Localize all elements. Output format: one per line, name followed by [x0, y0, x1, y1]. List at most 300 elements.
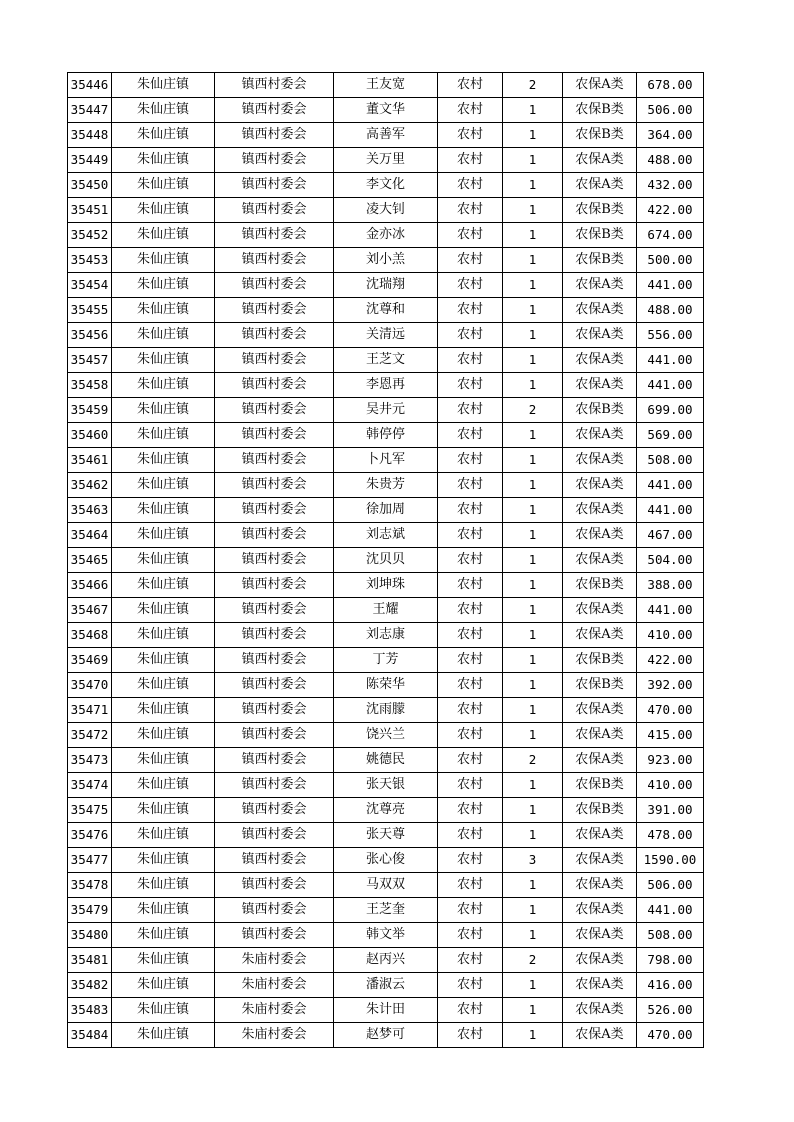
village-committee-cell: 镇西村委会	[215, 273, 334, 298]
village-committee-cell: 镇西村委会	[215, 248, 334, 273]
person-name-cell: 王友宽	[334, 73, 438, 98]
town-cell: 朱仙庄镇	[112, 248, 215, 273]
record-id-cell: 35475	[68, 798, 112, 823]
amount-cell: 422.00	[637, 648, 704, 673]
person-name-cell: 饶兴兰	[334, 723, 438, 748]
record-id-cell: 35470	[68, 673, 112, 698]
insurance-category-cell: 农保A类	[563, 448, 637, 473]
town-cell: 朱仙庄镇	[112, 673, 215, 698]
area-type-cell: 农村	[438, 973, 503, 998]
amount-cell: 415.00	[637, 723, 704, 748]
village-committee-cell: 镇西村委会	[215, 448, 334, 473]
table-row	[68, 198, 704, 223]
table-row	[68, 548, 704, 573]
person-name-cell: 丁芳	[334, 648, 438, 673]
town-cell: 朱仙庄镇	[112, 773, 215, 798]
household-count-cell: 1	[503, 623, 563, 648]
table-row	[68, 148, 704, 173]
insurance-category-cell: 农保B类	[563, 573, 637, 598]
record-id-cell: 35471	[68, 698, 112, 723]
amount-cell: 556.00	[637, 323, 704, 348]
village-committee-cell: 镇西村委会	[215, 648, 334, 673]
table-row	[68, 98, 704, 123]
town-cell: 朱仙庄镇	[112, 398, 215, 423]
area-type-cell: 农村	[438, 798, 503, 823]
insurance-category-cell: 农保A类	[563, 348, 637, 373]
village-committee-cell: 镇西村委会	[215, 823, 334, 848]
village-committee-cell: 镇西村委会	[215, 698, 334, 723]
amount-cell: 470.00	[637, 1023, 704, 1048]
record-id-cell: 35462	[68, 473, 112, 498]
village-committee-cell: 镇西村委会	[215, 848, 334, 873]
village-committee-cell: 镇西村委会	[215, 623, 334, 648]
person-name-cell: 李恩再	[334, 373, 438, 398]
household-count-cell: 1	[503, 648, 563, 673]
amount-cell: 441.00	[637, 373, 704, 398]
person-name-cell: 刘志斌	[334, 523, 438, 548]
insurance-category-cell: 农保A类	[563, 823, 637, 848]
insurance-category-cell: 农保A类	[563, 273, 637, 298]
town-cell: 朱仙庄镇	[112, 848, 215, 873]
insurance-category-cell: 农保B类	[563, 798, 637, 823]
town-cell: 朱仙庄镇	[112, 723, 215, 748]
insurance-category-cell: 农保A类	[563, 598, 637, 623]
amount-cell: 441.00	[637, 473, 704, 498]
person-name-cell: 徐加周	[334, 498, 438, 523]
village-committee-cell: 镇西村委会	[215, 798, 334, 823]
insurance-category-cell: 农保A类	[563, 373, 637, 398]
table-row	[68, 898, 704, 923]
table-row	[68, 798, 704, 823]
household-count-cell: 1	[503, 148, 563, 173]
town-cell: 朱仙庄镇	[112, 748, 215, 773]
table-row	[68, 673, 704, 698]
record-id-cell: 35449	[68, 148, 112, 173]
area-type-cell: 农村	[438, 948, 503, 973]
town-cell: 朱仙庄镇	[112, 348, 215, 373]
insurance-category-cell: 农保A类	[563, 73, 637, 98]
village-committee-cell: 镇西村委会	[215, 148, 334, 173]
amount-cell: 500.00	[637, 248, 704, 273]
household-count-cell: 1	[503, 573, 563, 598]
area-type-cell: 农村	[438, 748, 503, 773]
record-id-cell: 35447	[68, 98, 112, 123]
insurance-category-cell: 农保B类	[563, 198, 637, 223]
insurance-category-cell: 农保A类	[563, 548, 637, 573]
table-row	[68, 948, 704, 973]
town-cell: 朱仙庄镇	[112, 98, 215, 123]
household-count-cell: 1	[503, 248, 563, 273]
household-count-cell: 1	[503, 873, 563, 898]
insurance-category-cell: 农保B类	[563, 223, 637, 248]
record-id-cell: 35450	[68, 173, 112, 198]
insurance-category-cell: 农保A类	[563, 723, 637, 748]
person-name-cell: 刘坤珠	[334, 573, 438, 598]
town-cell: 朱仙庄镇	[112, 423, 215, 448]
area-type-cell: 农村	[438, 473, 503, 498]
area-type-cell: 农村	[438, 223, 503, 248]
insurance-category-cell: 农保A类	[563, 173, 637, 198]
amount-cell: 508.00	[637, 923, 704, 948]
insurance-category-cell: 农保A类	[563, 748, 637, 773]
household-count-cell: 1	[503, 823, 563, 848]
table-row	[68, 773, 704, 798]
area-type-cell: 农村	[438, 823, 503, 848]
household-count-cell: 1	[503, 423, 563, 448]
person-name-cell: 沈尊亮	[334, 798, 438, 823]
person-name-cell: 卜凡军	[334, 448, 438, 473]
insurance-category-cell: 农保A类	[563, 923, 637, 948]
amount-cell: 422.00	[637, 198, 704, 223]
record-id-cell: 35463	[68, 498, 112, 523]
person-name-cell: 金亦冰	[334, 223, 438, 248]
amount-cell: 441.00	[637, 598, 704, 623]
insurance-category-cell: 农保A类	[563, 848, 637, 873]
town-cell: 朱仙庄镇	[112, 298, 215, 323]
table-row	[68, 123, 704, 148]
area-type-cell: 农村	[438, 298, 503, 323]
table-row	[68, 348, 704, 373]
table-row	[68, 923, 704, 948]
village-committee-cell: 镇西村委会	[215, 373, 334, 398]
record-id-cell: 35472	[68, 723, 112, 748]
table-row	[68, 398, 704, 423]
table-row	[68, 823, 704, 848]
household-count-cell: 1	[503, 98, 563, 123]
village-committee-cell: 镇西村委会	[215, 123, 334, 148]
table-row	[68, 873, 704, 898]
table-row	[68, 423, 704, 448]
amount-cell: 569.00	[637, 423, 704, 448]
table-row	[68, 723, 704, 748]
town-cell: 朱仙庄镇	[112, 273, 215, 298]
town-cell: 朱仙庄镇	[112, 523, 215, 548]
person-name-cell: 关万里	[334, 148, 438, 173]
table-row	[68, 473, 704, 498]
table-row	[68, 498, 704, 523]
person-name-cell: 刘小羔	[334, 248, 438, 273]
area-type-cell: 农村	[438, 998, 503, 1023]
amount-cell: 432.00	[637, 173, 704, 198]
person-name-cell: 关清远	[334, 323, 438, 348]
insurance-category-cell: 农保A类	[563, 498, 637, 523]
insurance-category-cell: 农保B类	[563, 123, 637, 148]
area-type-cell: 农村	[438, 673, 503, 698]
insurance-category-cell: 农保A类	[563, 323, 637, 348]
town-cell: 朱仙庄镇	[112, 948, 215, 973]
amount-cell: 699.00	[637, 398, 704, 423]
amount-cell: 506.00	[637, 98, 704, 123]
record-id-cell: 35479	[68, 898, 112, 923]
insurance-category-cell: 农保A类	[563, 148, 637, 173]
person-name-cell: 高善军	[334, 123, 438, 148]
insurance-category-cell: 农保A类	[563, 873, 637, 898]
table-row	[68, 323, 704, 348]
town-cell: 朱仙庄镇	[112, 698, 215, 723]
village-committee-cell: 镇西村委会	[215, 773, 334, 798]
area-type-cell: 农村	[438, 423, 503, 448]
record-id-cell: 35451	[68, 198, 112, 223]
record-id-cell: 35477	[68, 848, 112, 873]
person-name-cell: 朱贵芳	[334, 473, 438, 498]
area-type-cell: 农村	[438, 698, 503, 723]
amount-cell: 488.00	[637, 148, 704, 173]
table-row	[68, 573, 704, 598]
area-type-cell: 农村	[438, 273, 503, 298]
area-type-cell: 农村	[438, 573, 503, 598]
town-cell: 朱仙庄镇	[112, 798, 215, 823]
town-cell: 朱仙庄镇	[112, 323, 215, 348]
household-count-cell: 2	[503, 73, 563, 98]
person-name-cell: 李文化	[334, 173, 438, 198]
area-type-cell: 农村	[438, 323, 503, 348]
table-row	[68, 373, 704, 398]
town-cell: 朱仙庄镇	[112, 1023, 215, 1048]
person-name-cell: 潘淑云	[334, 973, 438, 998]
town-cell: 朱仙庄镇	[112, 873, 215, 898]
household-count-cell: 2	[503, 748, 563, 773]
village-committee-cell: 镇西村委会	[215, 723, 334, 748]
table-row	[68, 998, 704, 1023]
table-row	[68, 973, 704, 998]
amount-cell: 1590.00	[637, 848, 704, 873]
household-count-cell: 1	[503, 1023, 563, 1048]
area-type-cell: 农村	[438, 348, 503, 373]
area-type-cell: 农村	[438, 1023, 503, 1048]
person-name-cell: 沈瑞翔	[334, 273, 438, 298]
record-id-cell: 35455	[68, 298, 112, 323]
household-count-cell: 1	[503, 598, 563, 623]
record-id-cell: 35456	[68, 323, 112, 348]
area-type-cell: 农村	[438, 98, 503, 123]
amount-cell: 504.00	[637, 548, 704, 573]
record-id-cell: 35464	[68, 523, 112, 548]
area-type-cell: 农村	[438, 723, 503, 748]
insurance-category-cell: 农保A类	[563, 473, 637, 498]
person-name-cell: 张心俊	[334, 848, 438, 873]
household-count-cell: 1	[503, 773, 563, 798]
area-type-cell: 农村	[438, 373, 503, 398]
amount-cell: 441.00	[637, 348, 704, 373]
table-row	[68, 1023, 704, 1048]
household-count-cell: 1	[503, 723, 563, 748]
village-committee-cell: 镇西村委会	[215, 673, 334, 698]
area-type-cell: 农村	[438, 848, 503, 873]
area-type-cell: 农村	[438, 73, 503, 98]
record-id-cell: 35452	[68, 223, 112, 248]
household-count-cell: 1	[503, 923, 563, 948]
amount-cell: 798.00	[637, 948, 704, 973]
record-id-cell: 35457	[68, 348, 112, 373]
insurance-category-cell: 农保A类	[563, 1023, 637, 1048]
area-type-cell: 农村	[438, 398, 503, 423]
area-type-cell: 农村	[438, 923, 503, 948]
table-row	[68, 448, 704, 473]
town-cell: 朱仙庄镇	[112, 598, 215, 623]
person-name-cell: 姚德民	[334, 748, 438, 773]
table-row	[68, 748, 704, 773]
amount-cell: 467.00	[637, 523, 704, 548]
town-cell: 朱仙庄镇	[112, 198, 215, 223]
record-id-cell: 35478	[68, 873, 112, 898]
village-committee-cell: 朱庙村委会	[215, 998, 334, 1023]
record-id-cell: 35454	[68, 273, 112, 298]
insurance-category-cell: 农保A类	[563, 523, 637, 548]
table-row	[68, 173, 704, 198]
person-name-cell: 王芝奎	[334, 898, 438, 923]
data-table	[67, 72, 704, 1048]
person-name-cell: 张天尊	[334, 823, 438, 848]
person-name-cell: 董文华	[334, 98, 438, 123]
table-row	[68, 648, 704, 673]
household-count-cell: 1	[503, 373, 563, 398]
insurance-category-cell: 农保B类	[563, 673, 637, 698]
record-id-cell: 35476	[68, 823, 112, 848]
area-type-cell: 农村	[438, 773, 503, 798]
town-cell: 朱仙庄镇	[112, 898, 215, 923]
amount-cell: 508.00	[637, 448, 704, 473]
table-row	[68, 598, 704, 623]
amount-cell: 391.00	[637, 798, 704, 823]
town-cell: 朱仙庄镇	[112, 573, 215, 598]
area-type-cell: 农村	[438, 623, 503, 648]
person-name-cell: 刘志康	[334, 623, 438, 648]
record-id-cell: 35459	[68, 398, 112, 423]
record-id-cell: 35465	[68, 548, 112, 573]
town-cell: 朱仙庄镇	[112, 373, 215, 398]
record-id-cell: 35448	[68, 123, 112, 148]
table-row	[68, 273, 704, 298]
village-committee-cell: 朱庙村委会	[215, 948, 334, 973]
person-name-cell: 朱计田	[334, 998, 438, 1023]
town-cell: 朱仙庄镇	[112, 923, 215, 948]
household-count-cell: 1	[503, 523, 563, 548]
household-count-cell: 2	[503, 948, 563, 973]
amount-cell: 416.00	[637, 973, 704, 998]
record-id-cell: 35453	[68, 248, 112, 273]
table-row	[68, 698, 704, 723]
insurance-category-cell: 农保A类	[563, 998, 637, 1023]
record-id-cell: 35482	[68, 973, 112, 998]
village-committee-cell: 朱庙村委会	[215, 1023, 334, 1048]
household-count-cell: 1	[503, 198, 563, 223]
amount-cell: 478.00	[637, 823, 704, 848]
person-name-cell: 沈尊和	[334, 298, 438, 323]
area-type-cell: 农村	[438, 173, 503, 198]
village-committee-cell: 镇西村委会	[215, 423, 334, 448]
person-name-cell: 吴井元	[334, 398, 438, 423]
village-committee-cell: 镇西村委会	[215, 98, 334, 123]
person-name-cell: 张天银	[334, 773, 438, 798]
person-name-cell: 马双双	[334, 873, 438, 898]
insurance-category-cell: 农保A类	[563, 298, 637, 323]
insurance-category-cell: 农保B类	[563, 98, 637, 123]
area-type-cell: 农村	[438, 123, 503, 148]
amount-cell: 441.00	[637, 498, 704, 523]
town-cell: 朱仙庄镇	[112, 973, 215, 998]
person-name-cell: 赵梦可	[334, 1023, 438, 1048]
table-row	[68, 523, 704, 548]
area-type-cell: 农村	[438, 148, 503, 173]
household-count-cell: 1	[503, 548, 563, 573]
household-count-cell: 1	[503, 898, 563, 923]
village-committee-cell: 镇西村委会	[215, 548, 334, 573]
record-id-cell: 35481	[68, 948, 112, 973]
area-type-cell: 农村	[438, 198, 503, 223]
table-row	[68, 623, 704, 648]
person-name-cell: 陈荣华	[334, 673, 438, 698]
amount-cell: 410.00	[637, 623, 704, 648]
household-count-cell: 1	[503, 673, 563, 698]
insurance-category-cell: 农保A类	[563, 423, 637, 448]
person-name-cell: 沈贝贝	[334, 548, 438, 573]
village-committee-cell: 镇西村委会	[215, 898, 334, 923]
person-name-cell: 赵丙兴	[334, 948, 438, 973]
village-committee-cell: 镇西村委会	[215, 498, 334, 523]
record-id-cell: 35461	[68, 448, 112, 473]
amount-cell: 923.00	[637, 748, 704, 773]
record-id-cell: 35473	[68, 748, 112, 773]
village-committee-cell: 镇西村委会	[215, 523, 334, 548]
insurance-category-cell: 农保A类	[563, 973, 637, 998]
household-count-cell: 1	[503, 323, 563, 348]
record-id-cell: 35480	[68, 923, 112, 948]
town-cell: 朱仙庄镇	[112, 173, 215, 198]
village-committee-cell: 朱庙村委会	[215, 973, 334, 998]
household-count-cell: 1	[503, 998, 563, 1023]
household-count-cell: 1	[503, 698, 563, 723]
insurance-category-cell: 农保A类	[563, 698, 637, 723]
household-count-cell: 1	[503, 273, 563, 298]
table-row	[68, 248, 704, 273]
amount-cell: 441.00	[637, 273, 704, 298]
household-count-cell: 3	[503, 848, 563, 873]
village-committee-cell: 镇西村委会	[215, 873, 334, 898]
record-id-cell: 35484	[68, 1023, 112, 1048]
village-committee-cell: 镇西村委会	[215, 923, 334, 948]
household-count-cell: 1	[503, 298, 563, 323]
village-committee-cell: 镇西村委会	[215, 298, 334, 323]
town-cell: 朱仙庄镇	[112, 623, 215, 648]
household-count-cell: 1	[503, 223, 563, 248]
village-committee-cell: 镇西村委会	[215, 598, 334, 623]
amount-cell: 678.00	[637, 73, 704, 98]
insurance-category-cell: 农保A类	[563, 898, 637, 923]
table-row	[68, 73, 704, 98]
village-committee-cell: 镇西村委会	[215, 748, 334, 773]
insurance-category-cell: 农保A类	[563, 948, 637, 973]
insurance-category-cell: 农保A类	[563, 623, 637, 648]
household-count-cell: 1	[503, 448, 563, 473]
village-committee-cell: 镇西村委会	[215, 73, 334, 98]
town-cell: 朱仙庄镇	[112, 498, 215, 523]
area-type-cell: 农村	[438, 498, 503, 523]
person-name-cell: 王耀	[334, 598, 438, 623]
insurance-category-cell: 农保B类	[563, 648, 637, 673]
amount-cell: 388.00	[637, 573, 704, 598]
area-type-cell: 农村	[438, 448, 503, 473]
household-count-cell: 1	[503, 348, 563, 373]
amount-cell: 506.00	[637, 873, 704, 898]
record-id-cell: 35458	[68, 373, 112, 398]
amount-cell: 392.00	[637, 673, 704, 698]
person-name-cell: 沈雨朦	[334, 698, 438, 723]
record-id-cell: 35466	[68, 573, 112, 598]
record-id-cell: 35468	[68, 623, 112, 648]
household-count-cell: 1	[503, 973, 563, 998]
record-id-cell: 35446	[68, 73, 112, 98]
household-count-cell: 2	[503, 398, 563, 423]
